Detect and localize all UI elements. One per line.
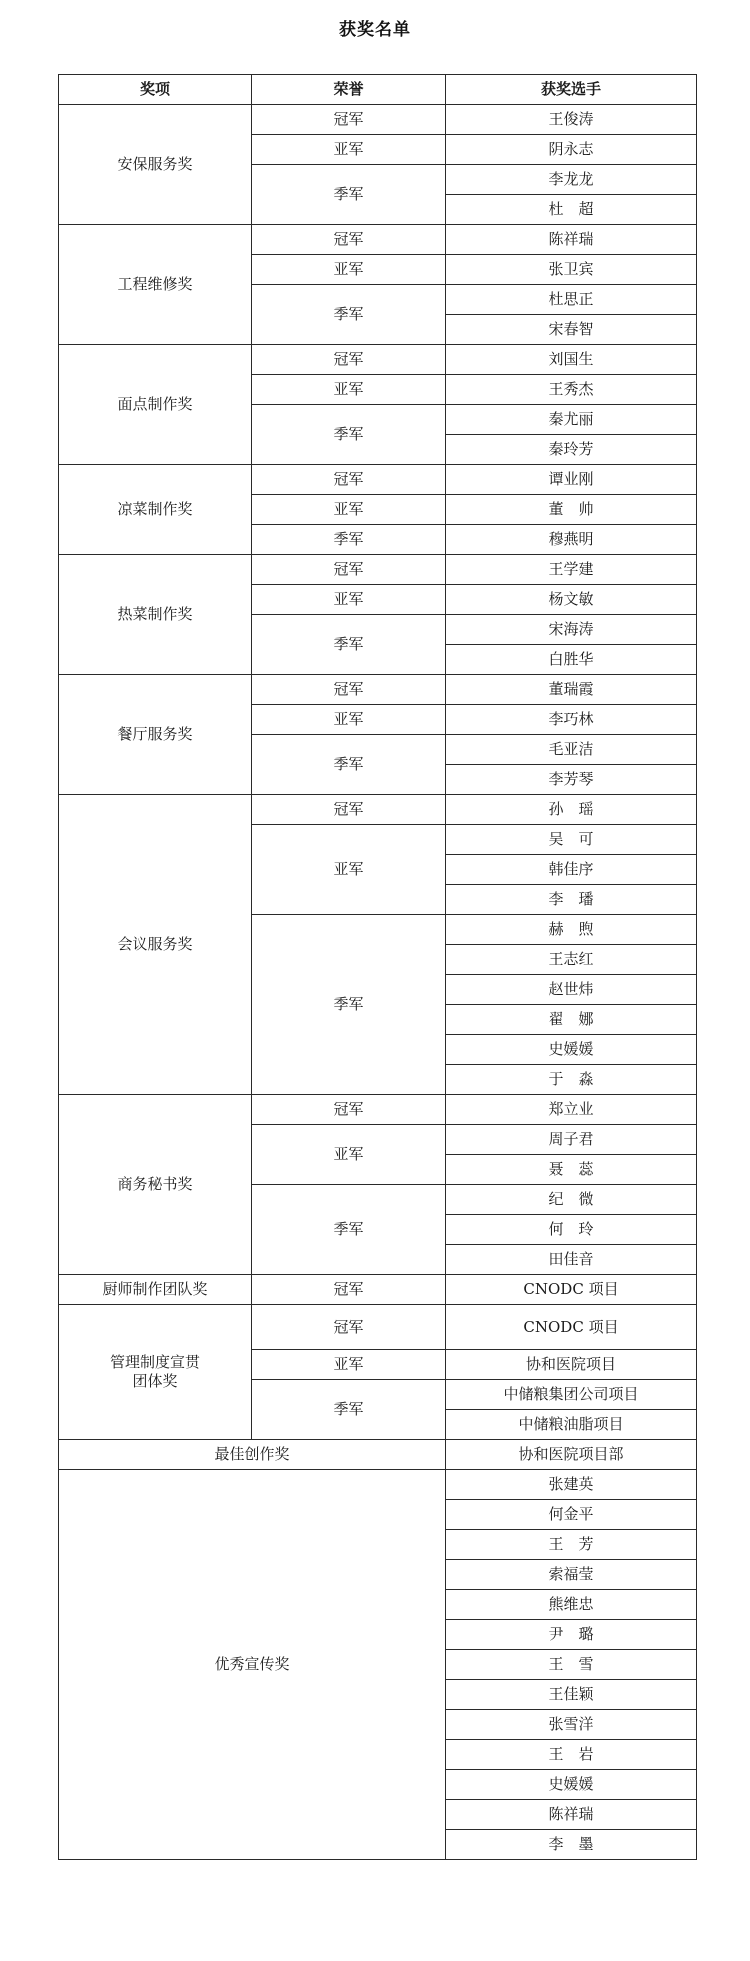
winner-cell: 王佳颖 xyxy=(446,1680,697,1710)
winner-cell: 阴永志 xyxy=(446,135,697,165)
honor-cell: 亚军 xyxy=(252,585,446,615)
winner-cell: 熊维忠 xyxy=(446,1590,697,1620)
honor-cell: 冠军 xyxy=(252,345,446,375)
table-row xyxy=(59,345,697,375)
winner-cell: 杨文敏 xyxy=(446,585,697,615)
winner-cell: 李龙龙 xyxy=(446,165,697,195)
winner-cell: 索福莹 xyxy=(446,1560,697,1590)
honor-cell: 亚军 xyxy=(252,705,446,735)
award-category-cell: 工程维修奖 xyxy=(59,225,252,345)
honor-cell: 季军 xyxy=(252,915,446,1095)
winner-cell: 秦玲芳 xyxy=(446,435,697,465)
table-row xyxy=(59,1305,697,1350)
winner-cell: 赵世炜 xyxy=(446,975,697,1005)
table-row xyxy=(59,465,697,495)
honor-cell: 冠军 xyxy=(252,105,446,135)
award-category-cell: 优秀宣传奖 xyxy=(59,1470,446,1860)
header-honor: 荣誉 xyxy=(252,75,446,105)
winner-cell: 李 墨 xyxy=(446,1830,697,1860)
winner-cell: CNODC 项目 xyxy=(446,1275,697,1305)
winner-cell: 宋春智 xyxy=(446,315,697,345)
honor-cell: 季军 xyxy=(252,615,446,675)
honor-cell: 亚军 xyxy=(252,1350,446,1380)
header-award: 奖项 xyxy=(59,75,252,105)
winner-cell: 王 岩 xyxy=(446,1740,697,1770)
winner-cell: 秦尤丽 xyxy=(446,405,697,435)
winner-cell: 董瑞霞 xyxy=(446,675,697,705)
winner-cell: 王志红 xyxy=(446,945,697,975)
winner-cell: 何 玲 xyxy=(446,1215,697,1245)
winner-cell: 杜 超 xyxy=(446,195,697,225)
honor-cell: 亚军 xyxy=(252,375,446,405)
winner-cell: 何金平 xyxy=(446,1500,697,1530)
honor-cell: 冠军 xyxy=(252,555,446,585)
award-category-cell: 热菜制作奖 xyxy=(59,555,252,675)
award-category-cell: 最佳创作奖 xyxy=(59,1440,446,1470)
award-table xyxy=(58,74,697,1860)
winner-cell: 董 帅 xyxy=(446,495,697,525)
honor-cell: 冠军 xyxy=(252,675,446,705)
winner-cell: 李 璠 xyxy=(446,885,697,915)
honor-cell: 冠军 xyxy=(252,465,446,495)
honor-cell: 亚军 xyxy=(252,1125,446,1185)
winner-cell: 吴 可 xyxy=(446,825,697,855)
honor-cell: 冠军 xyxy=(252,225,446,255)
winner-cell: 王 芳 xyxy=(446,1530,697,1560)
winner-cell: 郑立业 xyxy=(446,1095,697,1125)
award-category-cell: 凉菜制作奖 xyxy=(59,465,252,555)
winner-cell: 协和医院项目部 xyxy=(446,1440,697,1470)
winner-cell: 中储粮油脂项目 xyxy=(446,1410,697,1440)
table-header-row xyxy=(59,75,697,105)
winner-cell: 张雪洋 xyxy=(446,1710,697,1740)
honor-cell: 季军 xyxy=(252,165,446,225)
honor-cell: 季军 xyxy=(252,735,446,795)
winner-cell: 中储粮集团公司项目 xyxy=(446,1380,697,1410)
winner-cell: 史媛媛 xyxy=(446,1035,697,1065)
winner-cell: 翟 娜 xyxy=(446,1005,697,1035)
winner-cell: 聂 蕊 xyxy=(446,1155,697,1185)
award-category-cell: 面点制作奖 xyxy=(59,345,252,465)
award-table-body xyxy=(59,105,697,1860)
winner-cell: 韩佳序 xyxy=(446,855,697,885)
award-category-cell: 商务秘书奖 xyxy=(59,1095,252,1275)
table-row xyxy=(59,105,697,135)
award-category-name-line: 团体奖 xyxy=(132,1372,178,1390)
winner-cell: 杜思正 xyxy=(446,285,697,315)
award-category-name-line: 管理制度宣贯 xyxy=(109,1353,200,1371)
winner-cell: 宋海涛 xyxy=(446,615,697,645)
winner-cell: 陈祥瑞 xyxy=(446,1800,697,1830)
winner-cell: 纪 微 xyxy=(446,1185,697,1215)
table-row xyxy=(59,555,697,585)
honor-cell: 季军 xyxy=(252,525,446,555)
winner-cell: 尹 璐 xyxy=(446,1620,697,1650)
table-row xyxy=(59,225,697,255)
winner-cell: 孙 瑶 xyxy=(446,795,697,825)
winner-cell: 协和医院项目 xyxy=(446,1350,697,1380)
table-row xyxy=(59,1095,697,1125)
winner-cell: CNODC 项目 xyxy=(446,1305,697,1350)
header-winner: 获奖选手 xyxy=(446,75,697,105)
winner-cell: 李巧林 xyxy=(446,705,697,735)
page-title: 获奖名单 xyxy=(339,20,411,40)
award-category-cell: 安保服务奖 xyxy=(59,105,252,225)
table-row xyxy=(59,675,697,705)
honor-cell: 亚军 xyxy=(252,825,446,915)
winner-cell: 王俊涛 xyxy=(446,105,697,135)
winner-cell: 张卫宾 xyxy=(446,255,697,285)
winner-cell: 穆燕明 xyxy=(446,525,697,555)
winner-cell: 王 雪 xyxy=(446,1650,697,1680)
honor-cell: 亚军 xyxy=(252,255,446,285)
winner-cell: 田佳音 xyxy=(446,1245,697,1275)
winner-cell: 史媛媛 xyxy=(446,1770,697,1800)
honor-cell: 亚军 xyxy=(252,495,446,525)
table-row xyxy=(59,1440,697,1470)
winner-cell: 刘国生 xyxy=(446,345,697,375)
award-category-cell: 餐厅服务奖 xyxy=(59,675,252,795)
honor-cell: 冠军 xyxy=(252,1305,446,1350)
winner-cell: 周子君 xyxy=(446,1125,697,1155)
honor-cell: 季军 xyxy=(252,405,446,465)
honor-cell: 冠军 xyxy=(252,1275,446,1305)
table-row xyxy=(59,795,697,825)
winner-cell: 赫 煦 xyxy=(446,915,697,945)
award-category-cell: 会议服务奖 xyxy=(59,795,252,1095)
honor-cell: 季军 xyxy=(252,1380,446,1440)
honor-cell: 亚军 xyxy=(252,135,446,165)
winner-cell: 李芳琴 xyxy=(446,765,697,795)
winner-cell: 于 淼 xyxy=(446,1065,697,1095)
winner-cell: 白胜华 xyxy=(446,645,697,675)
winner-cell: 张建英 xyxy=(446,1470,697,1500)
honor-cell: 季军 xyxy=(252,1185,446,1275)
winner-cell: 谭业刚 xyxy=(446,465,697,495)
honor-cell: 季军 xyxy=(252,285,446,345)
table-row xyxy=(59,1470,697,1500)
table-row xyxy=(59,1275,697,1305)
winner-cell: 毛亚洁 xyxy=(446,735,697,765)
honor-cell: 冠军 xyxy=(252,1095,446,1125)
winner-cell: 陈祥瑞 xyxy=(446,225,697,255)
winner-cell: 王秀杰 xyxy=(446,375,697,405)
award-category-cell xyxy=(59,1305,252,1440)
award-category-cell: 厨师制作团队奖 xyxy=(59,1275,252,1305)
honor-cell: 冠军 xyxy=(252,795,446,825)
winner-cell: 王学建 xyxy=(446,555,697,585)
